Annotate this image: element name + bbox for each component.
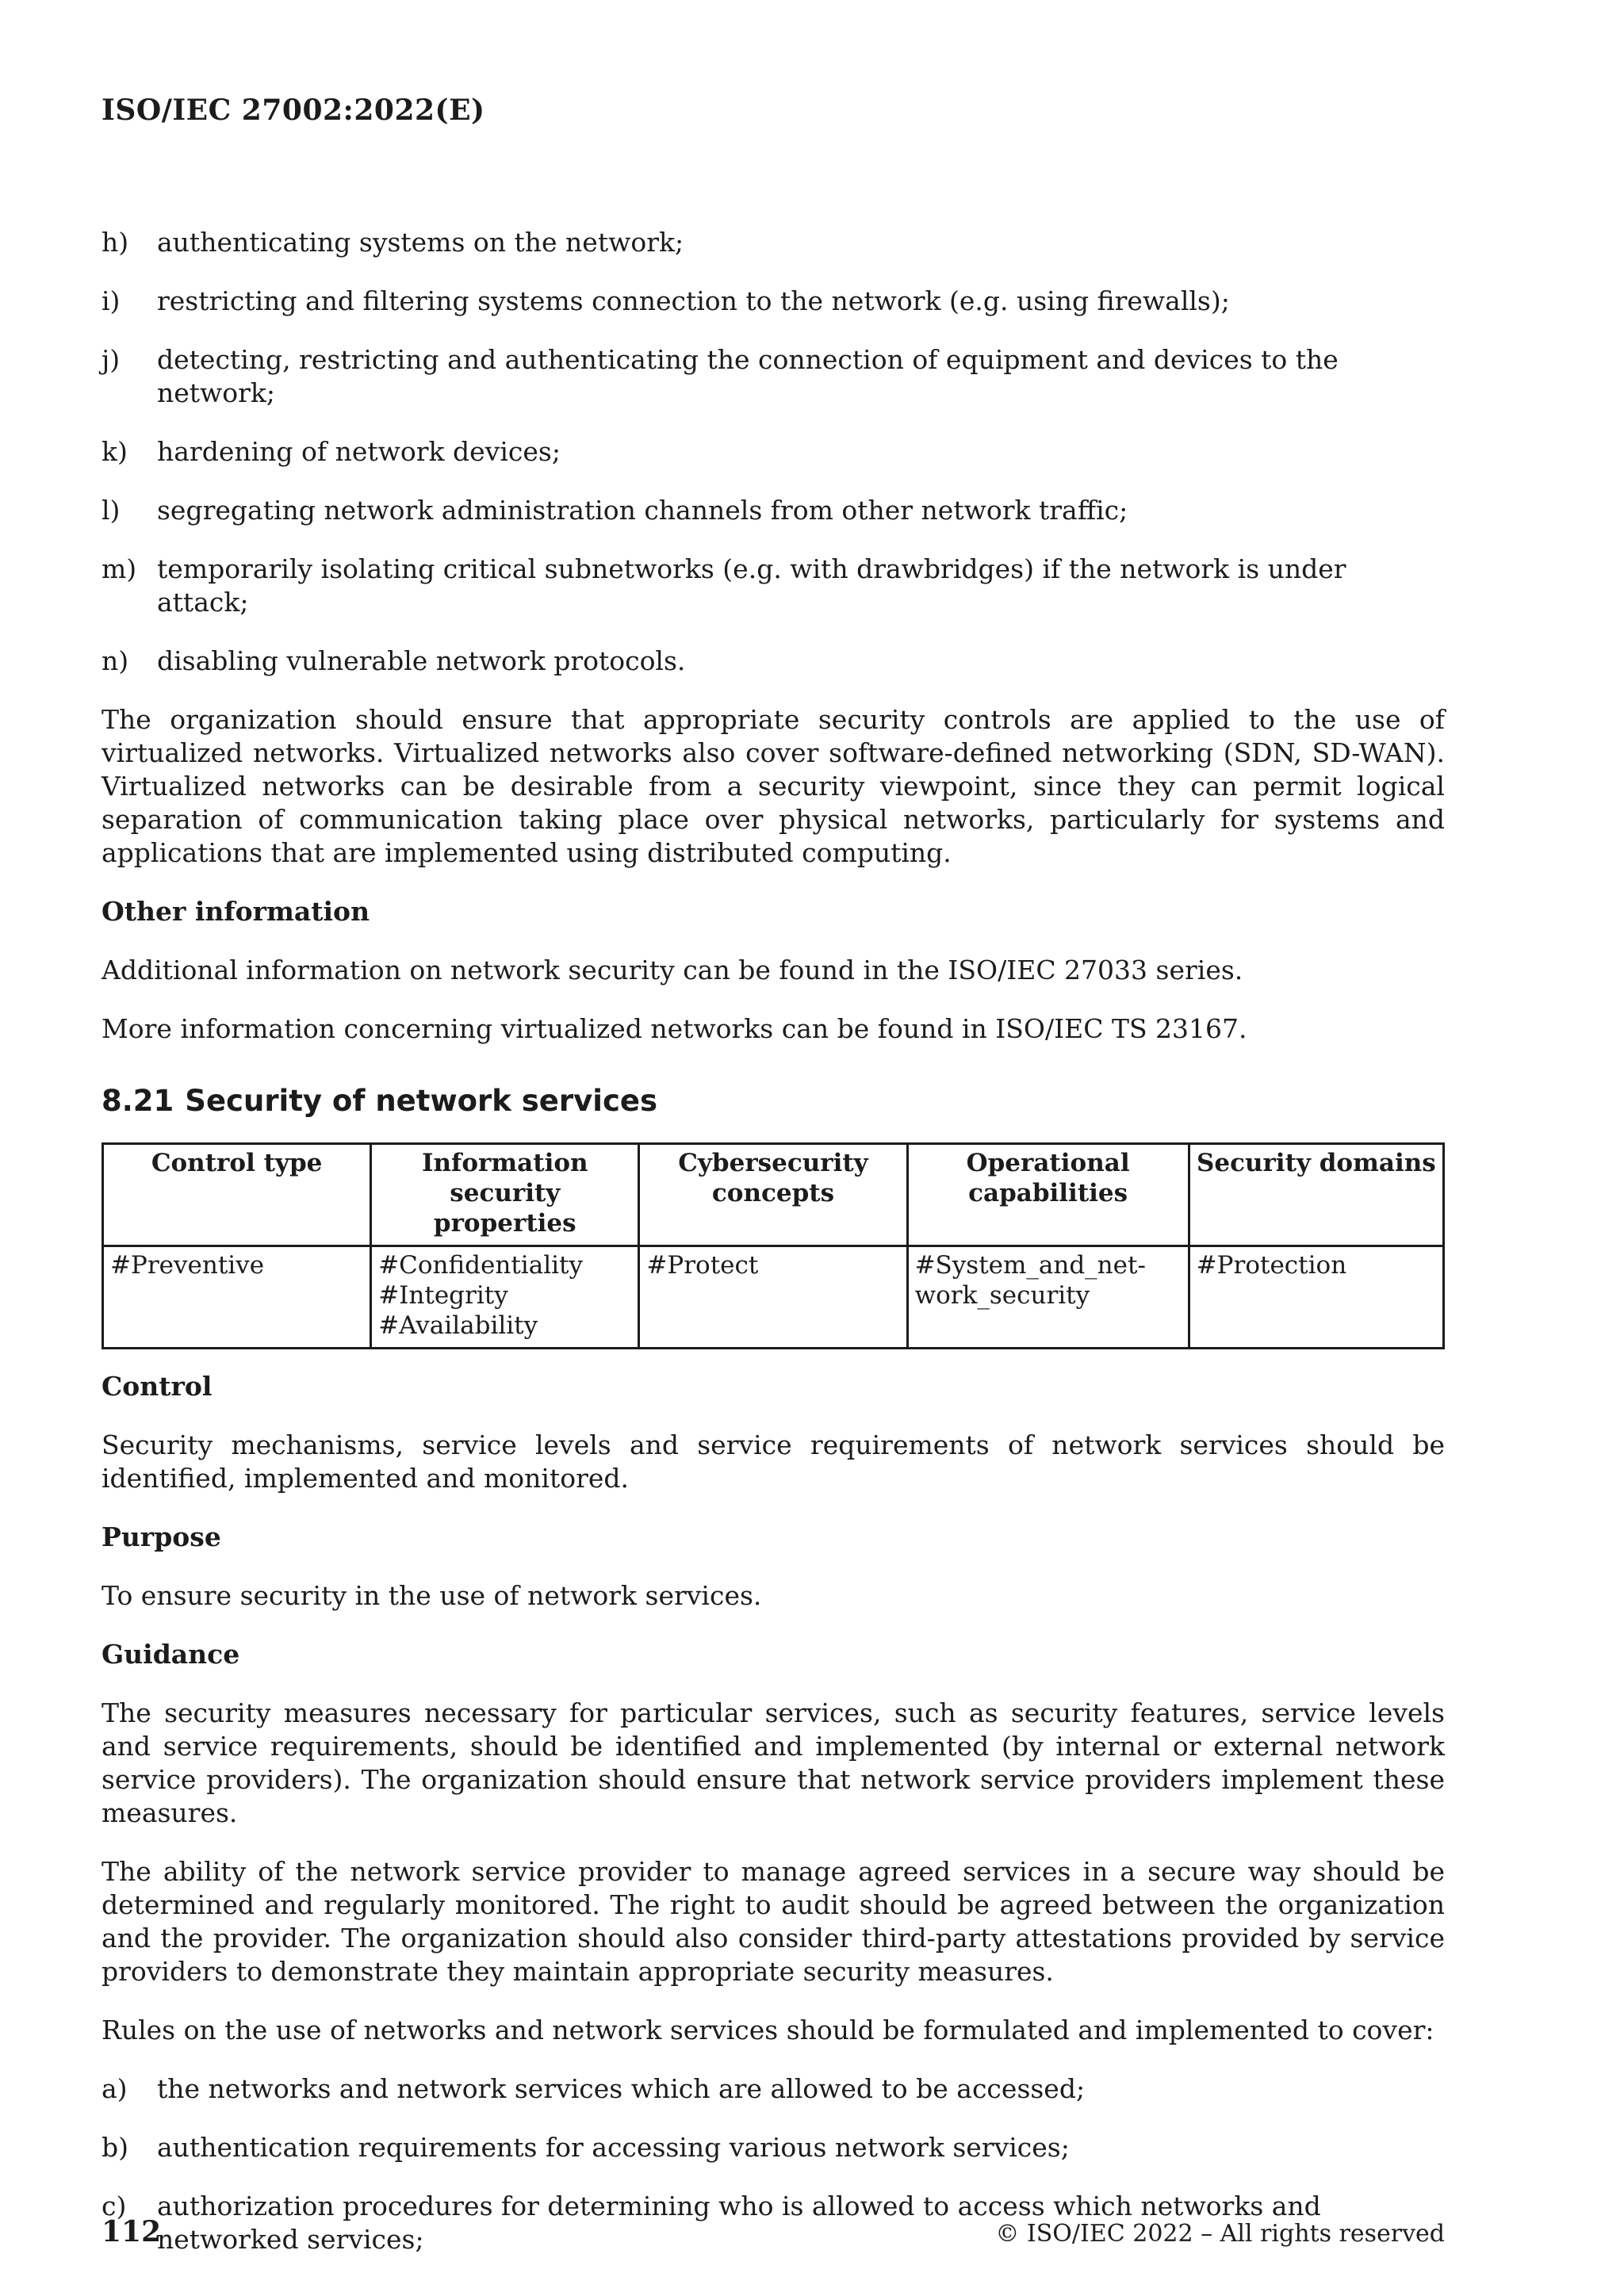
control-paragraph: Security mechanisms, service levels and service requirements of network services should be identified, implemented and monitored. <box>102 1429 1445 1494</box>
list-marker: i) <box>102 285 121 316</box>
list-item-text: authenticating systems on the network; <box>157 227 684 258</box>
guidance-paragraph-2: The ability of the network service provider to manage agreed services in a secure way should be determined and regularly monitored. The right to audit should be agreed between the organization and the provider. The organization should also consider third-party attestations provided by service providers to demonstrate they maintain appropriate security measures. <box>102 1856 1445 1987</box>
table-header-row <box>103 1144 1444 1246</box>
list-item-text: disabling vulnerable network protocols. <box>157 645 686 676</box>
virtualized-networks-paragraph: The organization should ensure that appropriate security controls are applied to the use of virtualized networks. Virtualized networks also cover software-defined networking (SDN, SD-WAN). Virtualized networks can be desirable from a security viewpoint, since they can permit logical separation of communication taking place over physical networks, particularly for systems and applications that are implemented using distributed computing. <box>102 704 1445 868</box>
attributes-table <box>102 1142 1445 1349</box>
list-marker: c) <box>102 2191 127 2221</box>
list-item-text: segregating network administration channels from other network traffic; <box>157 495 1128 526</box>
other-information-paragraph-2: More information concerning virtualized networks can be found in ISO/IEC TS 23167. <box>102 1013 1247 1044</box>
cell-operational-capabilities: #System_and_net- work_security <box>907 1246 1189 1349</box>
cell-security-domains: #Protection <box>1189 1246 1443 1349</box>
table-row <box>103 1246 1444 1349</box>
column-header-information-security-properties: Information security properties <box>371 1144 639 1246</box>
guidance-paragraph-1: The security measures necessary for particular services, such as security features, service levels and service requirements, should be identified and implemented (by internal or external network service providers). The organization should ensure that network service providers implement these measures. <box>102 1697 1445 1828</box>
page-header: ISO/IEC 27002:2022(E) <box>102 94 485 127</box>
list-marker: j) <box>102 344 121 375</box>
column-header-operational-capabilities: Operational capabilities <box>907 1144 1189 1246</box>
list-marker: a) <box>102 2073 128 2104</box>
list-item-text: the networks and network services which are allowed to be accessed; <box>157 2073 1086 2104</box>
section-number: 8.21 <box>102 1084 174 1118</box>
purpose-paragraph: To ensure security in the use of network services. <box>102 1580 762 1611</box>
list-item <box>102 435 1445 469</box>
cell-control-type: #Preventive <box>103 1246 371 1349</box>
list-item-text: authentication requirements for accessing various network services; <box>157 2132 1070 2163</box>
list-item <box>102 343 1445 410</box>
control-list-h-n <box>102 226 1445 678</box>
list-item <box>102 226 1445 259</box>
page-number: 112 <box>102 2215 162 2248</box>
list-item-text: restricting and filtering systems connection to the network (e.g. using firewalls); <box>157 285 1230 316</box>
purpose-heading: Purpose <box>102 1521 221 1552</box>
list-item <box>102 2072 1445 2106</box>
control-heading: Control <box>102 1371 213 1402</box>
cell-information-security-properties: #Confidentiality #Integrity #Availability <box>371 1246 639 1349</box>
other-information-paragraph-1: Additional information on network security can be found in the ISO/IEC 27033 series. <box>102 955 1243 985</box>
list-marker: l) <box>102 495 121 526</box>
section-title <box>102 1084 1445 1119</box>
list-item-text: temporarily isolating critical subnetworks (e.g. with drawbridges) if the network is under attack; <box>157 553 1346 618</box>
list-item-text: detecting, restricting and authenticating the connection of equipment and devices to the network; <box>157 344 1339 408</box>
column-header-security-domains: Security domains <box>1189 1144 1443 1246</box>
list-item-text: authorization procedures for determining who is allowed to access which networks and networked services; <box>157 2191 1321 2255</box>
list-item <box>102 2131 1445 2164</box>
list-item <box>102 645 1445 678</box>
column-header-cybersecurity-concepts: Cybersecurity concepts <box>639 1144 907 1246</box>
list-marker: n) <box>102 645 129 676</box>
other-information-heading: Other information <box>102 896 370 927</box>
list-item <box>102 494 1445 527</box>
list-marker: m) <box>102 553 137 584</box>
column-header-control-type: Control type <box>103 1144 371 1246</box>
copyright-notice: © ISO/IEC 2022 – All rights reserved <box>995 2220 1445 2248</box>
list-item-text: hardening of network devices; <box>157 436 561 467</box>
cell-cybersecurity-concepts: #Protect <box>639 1246 907 1349</box>
guidance-paragraph-3: Rules on the use of networks and network services should be formulated and implemented to cover: <box>102 2015 1434 2045</box>
list-item <box>102 553 1445 619</box>
page-content <box>102 226 1445 2282</box>
list-item <box>102 285 1445 318</box>
guidance-heading: Guidance <box>102 1639 240 1670</box>
section-title-text: Security of network services <box>185 1084 658 1118</box>
list-marker: b) <box>102 2132 128 2163</box>
list-marker: k) <box>102 436 128 467</box>
list-marker: h) <box>102 227 129 258</box>
